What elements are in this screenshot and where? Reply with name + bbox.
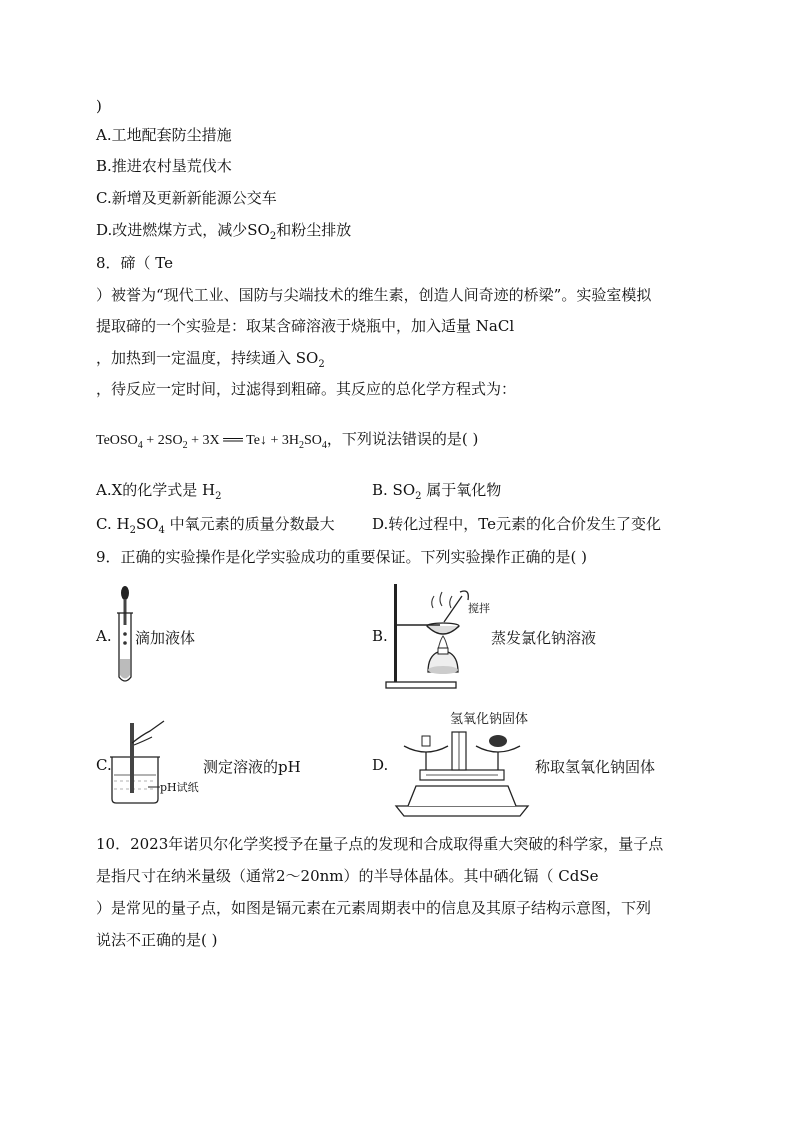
q8-option-b [372, 480, 501, 500]
q8-option-c [96, 514, 335, 534]
q8-option-c-sub2: 4 [158, 525, 165, 536]
q9-b-letter: B. [372, 627, 388, 645]
q9-c-letter: C. [96, 756, 112, 774]
q8-option-c-sub1: 2 [129, 525, 136, 536]
q9-d-letter: D. [372, 756, 389, 774]
q8-line-1: 8．碲（ Te [96, 254, 174, 272]
q8-option-c-pre: C. H [96, 515, 130, 533]
q9-a-letter: A. [96, 627, 112, 645]
q9-stem: 9．正确的实验操作是化学实验成功的重要保证。下列实验操作正确的是( ) [96, 548, 588, 566]
q8-line-4-sub: 2 [318, 359, 325, 370]
q8-option-a [96, 480, 222, 500]
eq-a: TeOSO [96, 433, 138, 448]
eq-d: SO [303, 433, 322, 448]
eq-b: + 2SO [142, 433, 183, 448]
q7-option-d-sub: 2 [269, 231, 277, 242]
q9-c-ph-paper-label: pH试纸 [160, 781, 199, 794]
q9-c-label: 测定溶液的pH [203, 758, 301, 776]
q7-option-c: C.新增及更新新能源公交车 [96, 189, 277, 207]
eq-tail: ，下列说法错误的是( ) [326, 430, 479, 448]
balance-figure [392, 724, 532, 818]
q7-option-a: A.工地配套防尘措施 [96, 126, 232, 144]
q8-line-2: ）被誉为“现代工业、国防与尖端技术的维生素，创造人间奇迹的桥梁”。实验室模拟 [96, 286, 652, 304]
eq-c-sub: 2 [298, 439, 304, 451]
q7-option-d-so: SO [247, 221, 270, 239]
q8-line-5: ，待反应一定时间，过滤得到粗碲。其反应的总化学方程式为： [96, 380, 517, 398]
evaporation-apparatus-figure [380, 580, 490, 690]
q10-line-4: 说法不正确的是( ) [96, 931, 218, 949]
q7-option-b: B.推进农村垦荒伐木 [96, 157, 232, 175]
eq-a-sub: 4 [137, 439, 143, 451]
q9-b-stir-label: 搅拌 [468, 602, 490, 615]
q7-option-d-post: 和粉尘排放 [276, 221, 352, 239]
q8-equation [96, 428, 478, 449]
q8-option-a-sub: 2 [215, 491, 222, 502]
eq-c: + 3X ══ Te↓ + 3H [187, 433, 299, 448]
q10-line-2: 是指尺寸在纳米量级（通常2～20nm）的半导体晶体。其中硒化镉（ CdSe [96, 867, 599, 885]
q8-line-3: 提取碲的一个实验是：取某含碲溶液于烧瓶中，加入适量 NaCl [96, 317, 515, 335]
q10-line-3: ）是常见的量子点，如图是镉元素在元素周期表中的信息及其原子结构示意图，下列 [96, 899, 652, 917]
q8-option-b-pre: B. SO [372, 481, 416, 499]
q8-line-4-pre: ，加热到一定温度，持续通入 SO [96, 349, 319, 367]
q7-option-d-pre: D.改进燃煤方式，减少 [96, 221, 248, 239]
q9-b-label: 蒸发氯化钠溶液 [491, 629, 597, 647]
q8-option-c-mid: SO [135, 515, 159, 533]
q8-option-b-sub: 2 [415, 491, 422, 502]
q8-option-b-post: 属于氧化物 [421, 481, 502, 499]
q9-d-label: 称取氢氧化钠固体 [535, 758, 656, 776]
eq-b-sub: 2 [182, 439, 188, 451]
eq-d-sub: 4 [321, 439, 327, 451]
q8-option-a-pre: A.X的化学式是 H [96, 481, 216, 499]
q7-option-d [96, 220, 351, 240]
q7-paren: ) [96, 97, 102, 115]
q10-line-1: 10．2023年诺贝尔化学奖授予在量子点的发现和合成取得重大突破的科学家，量子点 [96, 835, 664, 853]
q8-option-c-post: 中氧元素的质量分数最大 [164, 515, 335, 533]
q8-option-d: D.转化过程中，Te元素的化合价发生了变化 [372, 515, 661, 533]
q8-line-4 [96, 348, 325, 368]
q9-d-top-label: 氢氧化钠固体 [450, 712, 529, 727]
q9-a-label: 滴加液体 [135, 629, 196, 647]
